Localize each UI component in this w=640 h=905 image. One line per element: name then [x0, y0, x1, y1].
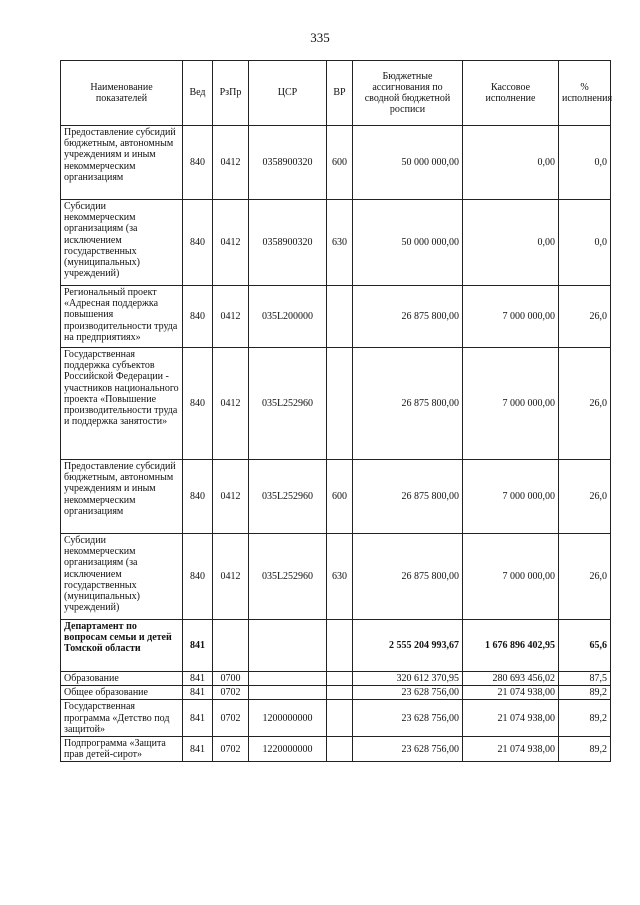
cell-percent: 26,0 [559, 460, 611, 534]
cell-rzpr: 0412 [213, 460, 249, 534]
cell-percent: 89,2 [559, 700, 611, 737]
cell-name: Предоставление субсидий бюджетным, автономным учреждениям и иным некоммерческим организациям [61, 460, 183, 534]
cell-name: Субсидии некоммерческим организациям (за исключением государственных (муниципальных) учреждений) [61, 534, 183, 620]
cell-budget: 23 628 756,00 [353, 686, 463, 700]
table-row [61, 534, 611, 620]
cell-vr: 600 [327, 126, 353, 200]
cell-percent: 26,0 [559, 534, 611, 620]
cell-cash: 0,00 [463, 126, 559, 200]
cell-cash: 7 000 000,00 [463, 460, 559, 534]
cell-percent: 0,0 [559, 126, 611, 200]
cell-name: Государственная программа «Детство под защитой» [61, 700, 183, 737]
cell-vr: 600 [327, 460, 353, 534]
cell-budget: 320 612 370,95 [353, 672, 463, 686]
cell-budget: 26 875 800,00 [353, 460, 463, 534]
cell-rzpr: 0412 [213, 286, 249, 348]
table-body [61, 126, 611, 762]
cell-rzpr: 0412 [213, 200, 249, 286]
cell-csr: 0358900320 [249, 200, 327, 286]
cell-percent: 89,2 [559, 686, 611, 700]
cell-vr: 630 [327, 534, 353, 620]
cell-csr: 0358900320 [249, 126, 327, 200]
table-row [61, 620, 611, 672]
table-row [61, 686, 611, 700]
cell-ved: 840 [183, 348, 213, 460]
cell-name: Подпрограмма «Защита прав детей-сирот» [61, 737, 183, 762]
cell-budget: 26 875 800,00 [353, 348, 463, 460]
cell-name: Региональный проект «Адресная поддержка повышения производительности труда на предприятиях» [61, 286, 183, 348]
cell-rzpr: 0702 [213, 737, 249, 762]
budget-table [60, 60, 611, 762]
cell-percent: 87,5 [559, 672, 611, 686]
table-row [61, 348, 611, 460]
table-row [61, 700, 611, 737]
cell-ved: 841 [183, 700, 213, 737]
cell-cash: 7 000 000,00 [463, 348, 559, 460]
cell-name: Предоставление субсидий бюджетным, автономным учреждениям и иным некоммерческим организациям [61, 126, 183, 200]
cell-rzpr: 0412 [213, 348, 249, 460]
cell-ved: 840 [183, 200, 213, 286]
cell-budget: 23 628 756,00 [353, 700, 463, 737]
table-row [61, 460, 611, 534]
table-row [61, 672, 611, 686]
cell-cash: 280 693 456,02 [463, 672, 559, 686]
table-row [61, 126, 611, 200]
cell-cash: 21 074 938,00 [463, 686, 559, 700]
cell-budget: 23 628 756,00 [353, 737, 463, 762]
cell-vr: 630 [327, 200, 353, 286]
cell-name: Общее образование [61, 686, 183, 700]
cell-vr [327, 348, 353, 460]
page-number: 335 [310, 30, 330, 45]
cell-vr [327, 686, 353, 700]
cell-vr [327, 737, 353, 762]
cell-ved: 840 [183, 534, 213, 620]
table-header-row [61, 61, 611, 126]
cell-vr [327, 286, 353, 348]
cell-ved: 841 [183, 672, 213, 686]
table-row [61, 737, 611, 762]
cell-ved: 841 [183, 686, 213, 700]
cell-cash: 7 000 000,00 [463, 286, 559, 348]
cell-name: Государственная поддержка субъектов Российской Федерации - участников национального проекта «Повышение производительности труда и поддержка занятости» [61, 348, 183, 460]
cell-budget: 26 875 800,00 [353, 286, 463, 348]
header-cash: Кассовое исполнение [463, 61, 559, 126]
cell-ved: 840 [183, 126, 213, 200]
cell-cash: 0,00 [463, 200, 559, 286]
cell-name: Субсидии некоммерческим организациям (за исключением государственных (муниципальных) учреждений) [61, 200, 183, 286]
table-row [61, 286, 611, 348]
cell-cash: 21 074 938,00 [463, 700, 559, 737]
cell-csr: 035L252960 [249, 534, 327, 620]
cell-ved: 840 [183, 460, 213, 534]
cell-csr: 1200000000 [249, 700, 327, 737]
header-rzpr: РзПр [213, 61, 249, 126]
cell-vr [327, 672, 353, 686]
cell-vr [327, 700, 353, 737]
header-percent: % исполнения [559, 61, 611, 126]
cell-ved: 840 [183, 286, 213, 348]
cell-budget: 26 875 800,00 [353, 534, 463, 620]
cell-csr: 035L252960 [249, 460, 327, 534]
header-ved: Вед [183, 61, 213, 126]
cell-cash: 7 000 000,00 [463, 534, 559, 620]
header-vr: ВР [327, 61, 353, 126]
cell-csr: 035L252960 [249, 348, 327, 460]
header-name: Наименование показателей [61, 61, 183, 126]
cell-percent: 0,0 [559, 200, 611, 286]
cell-rzpr: 0412 [213, 126, 249, 200]
cell-budget: 50 000 000,00 [353, 126, 463, 200]
cell-percent: 65,6 [559, 620, 611, 672]
cell-csr: 035L200000 [249, 286, 327, 348]
cell-budget: 2 555 204 993,67 [353, 620, 463, 672]
cell-budget: 50 000 000,00 [353, 200, 463, 286]
cell-ved: 841 [183, 620, 213, 672]
cell-rzpr: 0412 [213, 534, 249, 620]
cell-rzpr [213, 620, 249, 672]
cell-csr [249, 620, 327, 672]
cell-name: Образование [61, 672, 183, 686]
cell-rzpr: 0700 [213, 672, 249, 686]
cell-vr [327, 620, 353, 672]
table-row [61, 200, 611, 286]
header-csr: ЦСР [249, 61, 327, 126]
cell-rzpr: 0702 [213, 686, 249, 700]
cell-cash: 21 074 938,00 [463, 737, 559, 762]
cell-percent: 26,0 [559, 348, 611, 460]
cell-percent: 89,2 [559, 737, 611, 762]
header-budget: Бюджетные ассигнования по сводной бюджетной росписи [353, 61, 463, 126]
cell-csr [249, 686, 327, 700]
cell-rzpr: 0702 [213, 700, 249, 737]
cell-ved: 841 [183, 737, 213, 762]
cell-percent: 26,0 [559, 286, 611, 348]
cell-csr: 1220000000 [249, 737, 327, 762]
cell-name: Департамент по вопросам семьи и детей Томской области [61, 620, 183, 672]
cell-csr [249, 672, 327, 686]
cell-cash: 1 676 896 402,95 [463, 620, 559, 672]
